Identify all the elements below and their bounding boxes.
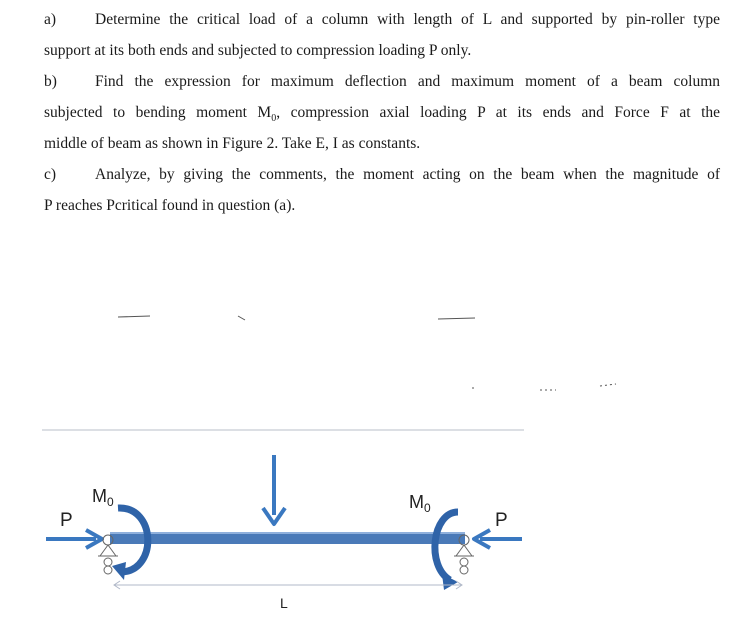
center-force-arrow [263, 455, 285, 524]
right-moment-label [409, 492, 431, 515]
question-a-line2: support at its both ends and subjected to compression loading P only. [44, 42, 472, 59]
left-load-label: P [60, 510, 73, 531]
length-label: L [280, 595, 288, 611]
question-b-marker: b) [44, 73, 57, 90]
question-b-line2-sub: 0 [271, 113, 277, 125]
right-load-label: P [495, 510, 508, 531]
question-a-line1: Determine the critical load of a column with length of L and supported by pin-roller type [95, 11, 720, 28]
question-c-line2: P reaches Pcritical found in question (a). [44, 197, 296, 214]
right-moment-sub: 0 [424, 501, 431, 515]
left-moment-label [92, 486, 114, 509]
question-b-line2 [44, 103, 720, 129]
right-moment-symbol: M [409, 492, 424, 512]
question-b-line2-part2: , compression axial loading P at its ends and Force F at the [276, 104, 720, 121]
right-axial-arrow [474, 530, 522, 548]
left-moment-sub: 0 [107, 495, 114, 509]
artifact-dash [438, 318, 475, 319]
artifact-dash [600, 384, 616, 386]
question-c-line1: Analyze, by giving the comments, the moment acting on the beam when the magnitude of [95, 166, 720, 183]
question-a-marker: a) [44, 11, 57, 28]
question-b-line3: middle of beam as shown in Figure 2. Take E, I as constants. [44, 135, 421, 152]
question-b-line1: Find the expression for maximum deflection and maximum moment of a beam column [95, 73, 720, 90]
artifact-dash [118, 316, 150, 317]
artifact-tick [238, 316, 245, 320]
length-dimension [114, 581, 462, 589]
left-axial-arrow [46, 530, 102, 548]
left-moment-symbol: M [92, 486, 107, 506]
question-b-line2-part1: subjected to bending moment M [44, 104, 272, 121]
question-c-marker: c) [44, 166, 57, 183]
right-moment-arrow [435, 512, 458, 590]
beam-column-figure [0, 300, 747, 618]
scan-artifacts [118, 316, 616, 390]
